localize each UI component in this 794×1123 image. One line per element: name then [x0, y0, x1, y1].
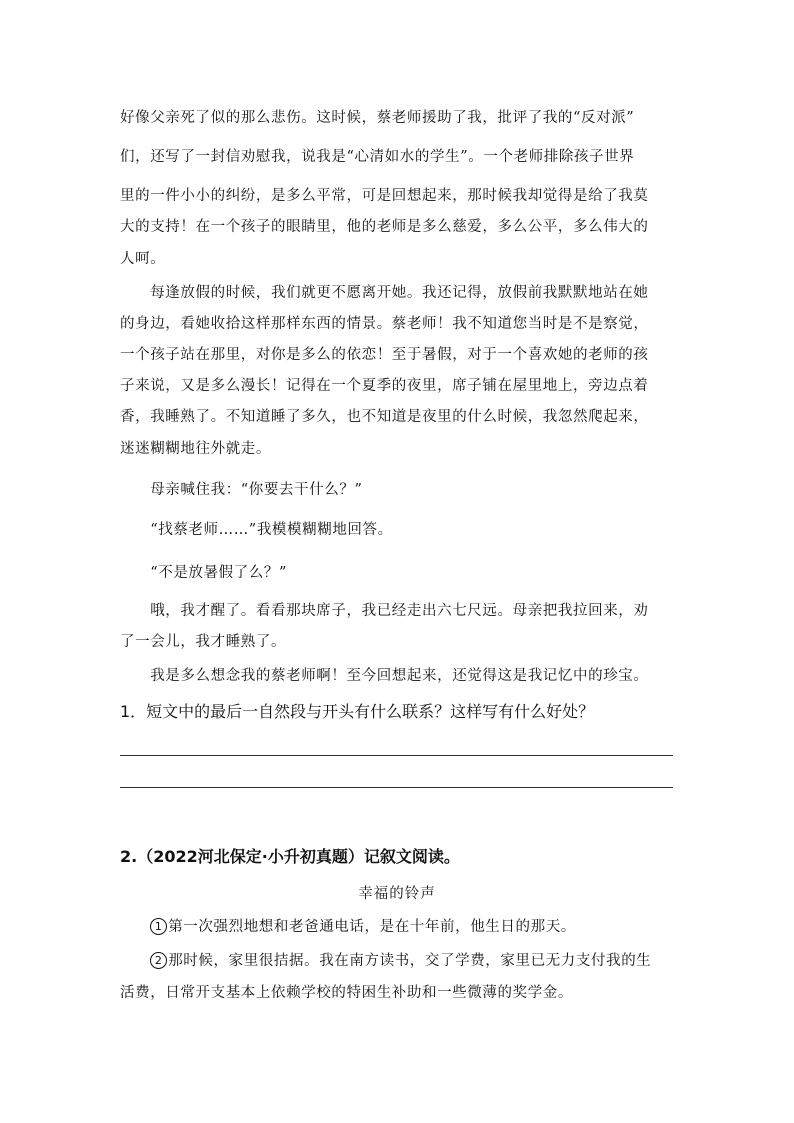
passage-line: 了一会儿，我才睡熟了。: [120, 634, 287, 650]
passage-line: 迷迷糊糊地往外就走。: [120, 441, 271, 457]
article-title: 幸福的铃声: [358, 886, 436, 902]
passage-line: “不是放暑假了么？”: [120, 565, 288, 581]
paragraph-number-badge: 2: [150, 952, 167, 969]
passage-line: 母亲喊住我：“你要去干什么？”: [120, 482, 363, 498]
paragraph-text: 第一次强烈地想和老爸通电话，是在十年前，他生日的那天。: [168, 919, 576, 935]
paragraph-number-badge: 1: [150, 918, 167, 935]
passage-line: 每逢放假的时候，我们就更不愿离开她。我还记得，放假前我默默地站在她: [120, 285, 649, 301]
passage-line: 一个孩子站在那里，对你是多么的依恋！至于暑假，对于一个喜欢她的老师的孩: [120, 347, 649, 363]
question-1-text: 1．短文中的最后一自然段与开头有什么联系？这样写有什么好处？: [120, 702, 595, 721]
paragraph-text: 那时候，家里很拮据。我在南方读书，交了学费，家里已无力支付我的生: [168, 953, 652, 969]
answer-line[interactable]: [120, 755, 673, 756]
article-paragraph-2: [120, 951, 680, 971]
passage-line: 我是多么想念我的蔡老师啊！至今回想起来，还觉得这是我记忆中的珍宝。: [120, 668, 649, 684]
passage-line: 哦，我才醒了。看看那块席子，我已经走出六七尺远。母亲把我拉回来，劝: [120, 603, 649, 619]
article-paragraph-1: [120, 917, 680, 937]
question-2-heading: 2.（2022河北保定·小升初真题）记叙文阅读。: [120, 847, 460, 866]
article-paragraph-2-continued: 活费，日常开支基本上依赖学校的特困生补助和一些微薄的奖学金。: [120, 985, 573, 1001]
passage-line: 人呵。: [120, 251, 166, 267]
passage-line: 们，还写了一封信劝慰我，说我是“心清如水的学生”。一个老师排除孩子世界: [120, 149, 635, 165]
passage-line: “找蔡老师……”我模模糊糊地回答。: [120, 522, 393, 538]
passage-line: 子来说，又是多么漫长！记得在一个夏季的夜里，席子铺在屋里地上，旁边点着: [120, 378, 649, 394]
passage-line: 的身边，看她收拾这样那样东西的情景。蔡老师！我不知道您当时是不是察觉，: [120, 316, 649, 332]
answer-line[interactable]: [120, 787, 673, 788]
passage-line: 好像父亲死了似的那么悲伤。这时候，蔡老师援助了我，批评了我的“反对派”: [120, 110, 635, 126]
passage-line: 香，我睡熟了。不知道睡了多久，也不知道是夜里的什么时候，我忽然爬起来，: [120, 409, 649, 425]
passage-line: 里的一件小小的纠纷，是多么平常，可是回想起来，那时候我却觉得是给了我莫: [120, 188, 649, 204]
passage-line: 大的支持！在一个孩子的眼睛里，他的老师是多么慈爱，多么公平，多么伟大的: [120, 219, 649, 235]
